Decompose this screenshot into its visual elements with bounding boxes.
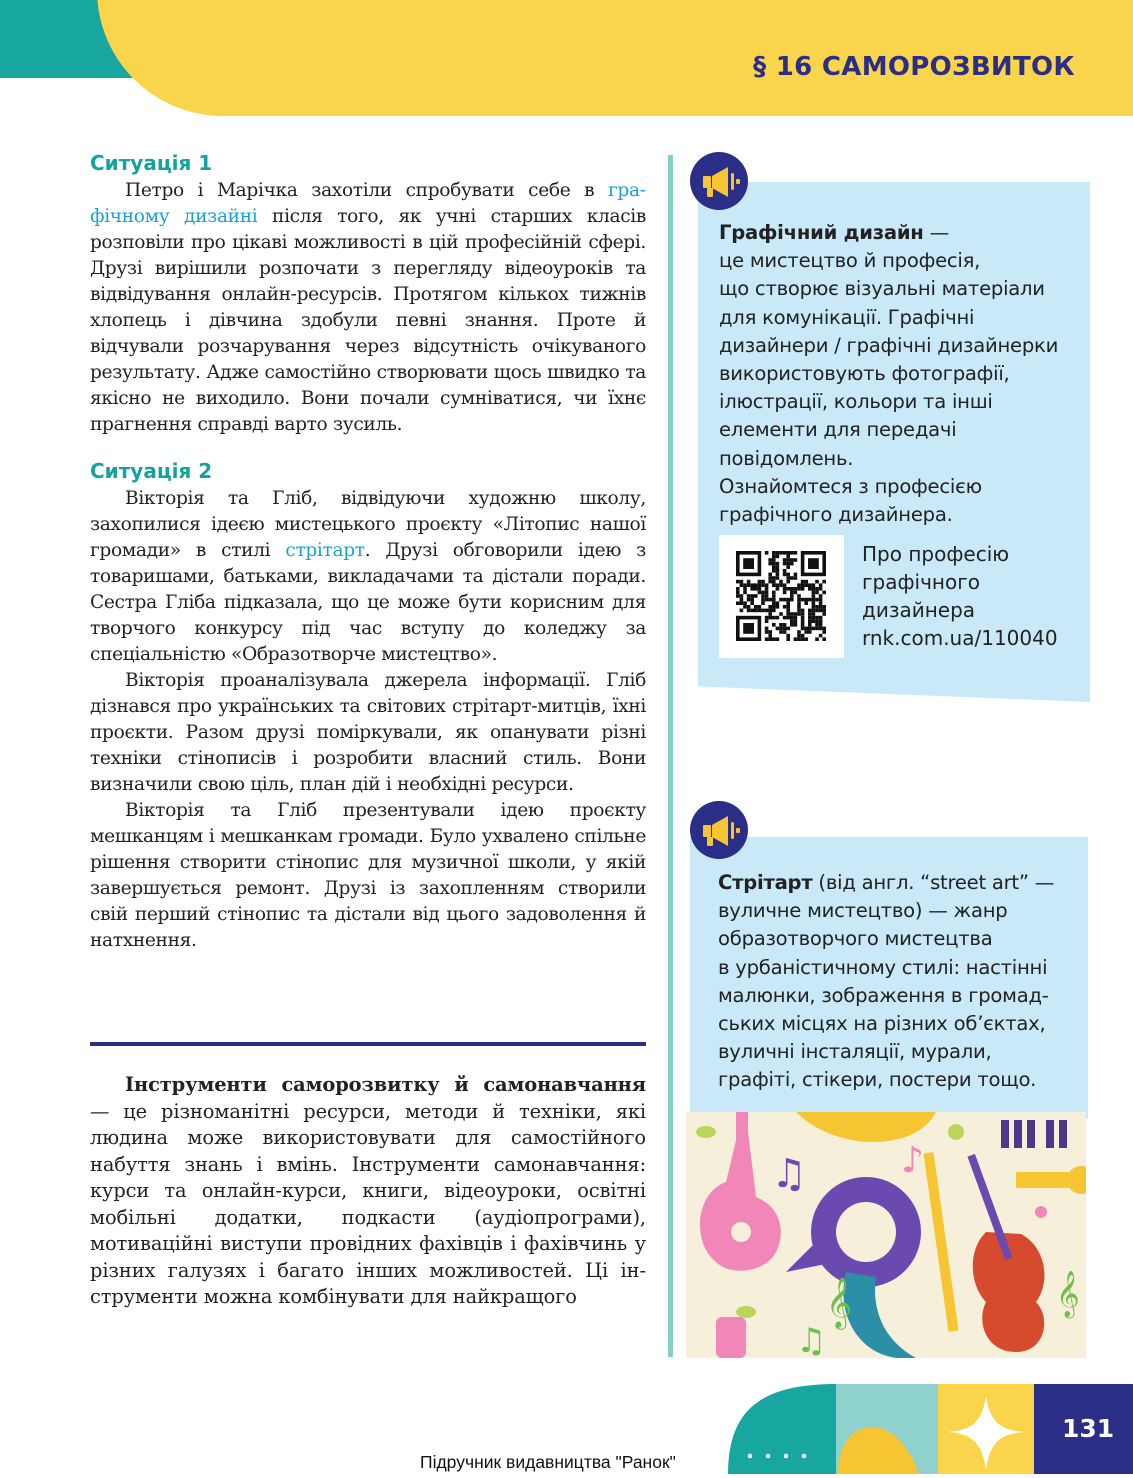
publisher-caption: Підручник видавництва "Ранок" xyxy=(420,1452,676,1472)
text-run: використовують фотографії, xyxy=(719,362,1010,386)
text-run: в урбаністичному стилі: настінні xyxy=(718,955,1048,979)
svg-text:𝄞: 𝄞 xyxy=(1056,1271,1080,1317)
text-run: дизайнери / графічні дизайнерки xyxy=(719,333,1059,357)
text-run: Вікторія та Гліб, відвідуючи художню школу, захопилися ідеєю мистецького проєкту «Літопис нашої громади» в стилі xyxy=(90,488,646,561)
text-run: елементи для передачі xyxy=(719,418,957,442)
situation-1-title: Ситуація 1 xyxy=(90,151,213,175)
text-run: це мистецтво й професія, xyxy=(719,249,981,273)
qr-caption-line-2: графічного xyxy=(862,570,980,594)
tools-section xyxy=(90,1072,646,1311)
situation-2-title: Ситуація 2 xyxy=(90,459,213,483)
qr-caption-line-1: Про професію xyxy=(862,542,1010,566)
street-art-definition xyxy=(718,869,1080,1095)
page-number: 131 xyxy=(1062,1414,1115,1443)
text-run: графіті, стікери, постери тощо. xyxy=(718,1068,1037,1092)
text-run: ілюстрації, кольори та інші xyxy=(719,390,993,414)
text-run: — xyxy=(923,221,949,244)
text-run: Вікторія та Гліб презентували ідею проєкту мешканцям і мешканкам громади. Було ухвалено спільне рішення створити стінопис для музичної школи, у якій завершується ремонт. Друзі із захопленням створили свій перший стінопис та дістали від цього задоволення й натхнення. xyxy=(90,800,646,951)
qr-caption xyxy=(862,540,1072,652)
qr-caption-url[interactable]: rnk.com.ua/110040 xyxy=(862,626,1058,650)
bold-term: Графічний дизайн xyxy=(719,221,924,244)
tools-text xyxy=(90,1072,646,1311)
svg-text:♫: ♫ xyxy=(771,1151,807,1197)
situation-1-text xyxy=(90,178,646,438)
bold-term: Інструменти саморозвитку й самонавчання xyxy=(125,1073,646,1096)
situation-2-text-3 xyxy=(90,798,646,954)
text-run: що створює візуальні матеріали xyxy=(719,277,1045,301)
text-run: — це різноманітні ресурси, методи й техніки, які людина може використовувати для самостійного набуття знань і вмінь. Інструменти самонавчання: курси та онлайн-курси, книги, відеоуроки, освітні мобільні додатки, подкасти (аудіопрограми), мотиваційні виступи провідних фахівців і фахівчинь у різних галузях і багато інших можливостей. Ці інструменти можна комбінувати для найкращого xyxy=(90,1099,646,1308)
graphic-design-definition xyxy=(719,219,1081,529)
situation-2-text-1 xyxy=(90,486,646,668)
text-run: Вікторія проаналізувала джерела інформації. Гліб дізнався про українських та світових стрітарт-митців, їхні проєкти. Разом друзі поміркували, як опанувати різні техніки стінописів і розробити власний стиль. Вони визначили свою ціль, план дій і необхідні ресурси. xyxy=(90,670,646,795)
svg-text:♫: ♫ xyxy=(796,1321,827,1358)
text-run: вуличні інсталяції, мурали, xyxy=(718,1040,992,1064)
text-run: вуличне мистецтво) — жанр xyxy=(718,899,1008,923)
svg-text:𝄞: 𝄞 xyxy=(826,1277,853,1328)
text-run: для комунікації. Графічні xyxy=(719,305,975,329)
text-run: ських місцях на різних об’єктах, xyxy=(718,1012,1046,1036)
column-rule xyxy=(668,155,673,1357)
music-instruments-illustration xyxy=(686,1112,1086,1358)
text-run: (від англ. “street art” — xyxy=(812,871,1055,894)
text-run: Ознайомтеся з професією xyxy=(719,474,982,498)
megaphone-icon xyxy=(690,801,748,859)
text-run: графічного дизайнера. xyxy=(719,503,953,527)
term-link[interactable]: стрітарт xyxy=(285,540,365,561)
svg-text:♪: ♪ xyxy=(901,1140,924,1181)
situations-column xyxy=(90,150,646,954)
qr-code[interactable] xyxy=(719,535,844,658)
section-divider xyxy=(90,1042,646,1046)
bold-term: Стрітарт xyxy=(718,871,813,894)
text-run: малюнки, зображення в громад- xyxy=(718,983,1049,1007)
megaphone-icon xyxy=(690,152,748,210)
qr-caption-line-3: дизайнера xyxy=(862,598,976,622)
text-run: . Друзі обговорили ідею з товаришами, батьками, викладачами та дістали поради. Сестра Гліба підказала, що це може бути корисним для творчого конкурсу під час вступу до коледжу за спеціальністю «Образотворче мистецтво». xyxy=(90,540,646,665)
situation-2-text-2 xyxy=(90,668,646,798)
text-run: після того, як учні старших класів розповіли про цікаві можливості в цій професійній сфері. Друзі вирішили розпочати з перегляду відеоуроків та відвідування онлайн-ресурсів. Протягом кількох тижнів хлопець і дівчина здобули певні знання. Проте й відчували розчарування через відсутність очікуваного результату. Адже самостійно створювати щось швидко та якісно не виходило. Вони почали сумніватися, чи їхнє прагнення справді варто зусиль. xyxy=(90,206,646,435)
text-run: Петро і Марічка захотіли спробувати себе в xyxy=(125,180,609,201)
text-run: повідомлень. xyxy=(719,446,854,470)
section-title: § 16 САМОРОЗВИТОК xyxy=(753,52,1075,82)
term-link[interactable]: графічному дизайні xyxy=(90,180,646,227)
text-run: образотворчого мистецтва xyxy=(718,927,993,951)
